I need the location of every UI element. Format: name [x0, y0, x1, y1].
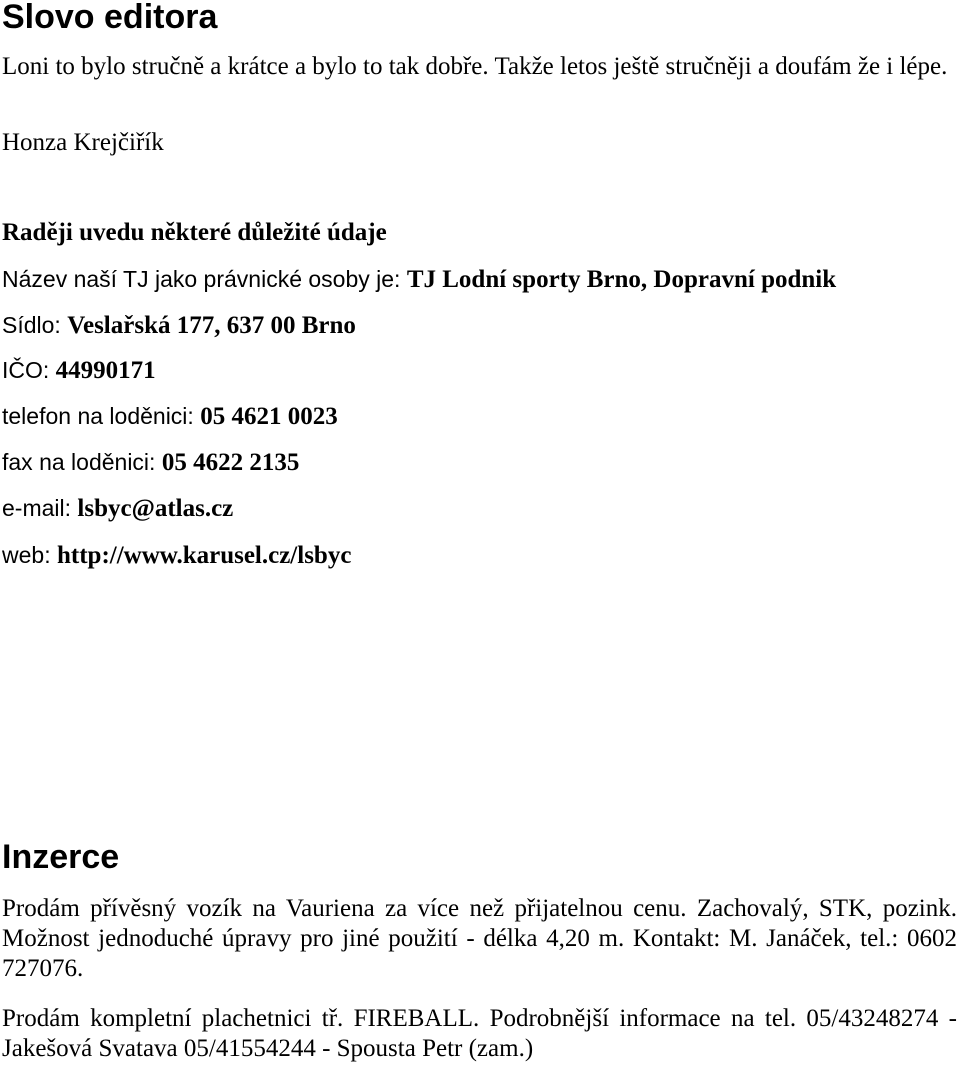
- info-phone-label: telefon na loděnici:: [2, 403, 201, 429]
- info-heading: Raději uvedu některé důležité údaje: [2, 219, 387, 246]
- info-name-label: Název naší TJ jako právnické osoby je:: [2, 266, 407, 292]
- info-email-value: lsbyc@atlas.cz: [77, 495, 234, 522]
- info-ico-row: [2, 355, 156, 386]
- info-seat-label: Sídlo:: [2, 312, 68, 338]
- info-web-value: http://www.karusel.cz/lsbyc: [56, 542, 352, 569]
- editor-heading: Slovo editora: [2, 0, 218, 36]
- info-web-label: web:: [2, 542, 57, 568]
- info-name-row: [2, 264, 836, 295]
- info-name-value: TJ Lodní sporty Brno, Dopravní podnik: [406, 266, 837, 293]
- ad-2: Prodám kompletní plachetnici tř. FIREBALL. Podrobnější informace na tel. 05/43248274 - Jakešová Svatava 05/41554244 - Spousta Petr (zam.): [2, 1005, 957, 1062]
- info-email-label: e-mail:: [2, 495, 78, 521]
- editor-signature: Honza Krejčiřík: [2, 129, 164, 156]
- editor-paragraph: Loni to bylo stručně a krátce a bylo to tak dobře. Takže letos ještě stručněji a doufám že i lépe.: [2, 53, 948, 80]
- info-fax-row: [2, 447, 299, 478]
- info-phone-value: 05 4621 0023: [200, 403, 338, 430]
- ads-heading: Inzerce: [2, 838, 120, 876]
- info-seat-row: [2, 310, 356, 341]
- info-seat-value: Veslařská 177, 637 00 Brno: [67, 312, 356, 339]
- info-phone-row: [2, 401, 338, 432]
- ad-1: Prodám přívěsný vozík na Vauriena za více než přijatelnou cenu. Zachovalý, STK, pozink. Možnost jednoduché úpravy pro jiné použití - délka 4,20 m. Kontakt: M. Janáček, tel.: 0602 727076.: [2, 895, 957, 982]
- info-fax-label: fax na loděnici:: [2, 449, 162, 475]
- info-ico-label: IČO:: [2, 357, 56, 383]
- info-web-row: [2, 540, 351, 571]
- info-email-row: [2, 493, 233, 524]
- info-ico-value: 44990171: [55, 357, 156, 384]
- info-fax-value: 05 4622 2135: [161, 449, 300, 476]
